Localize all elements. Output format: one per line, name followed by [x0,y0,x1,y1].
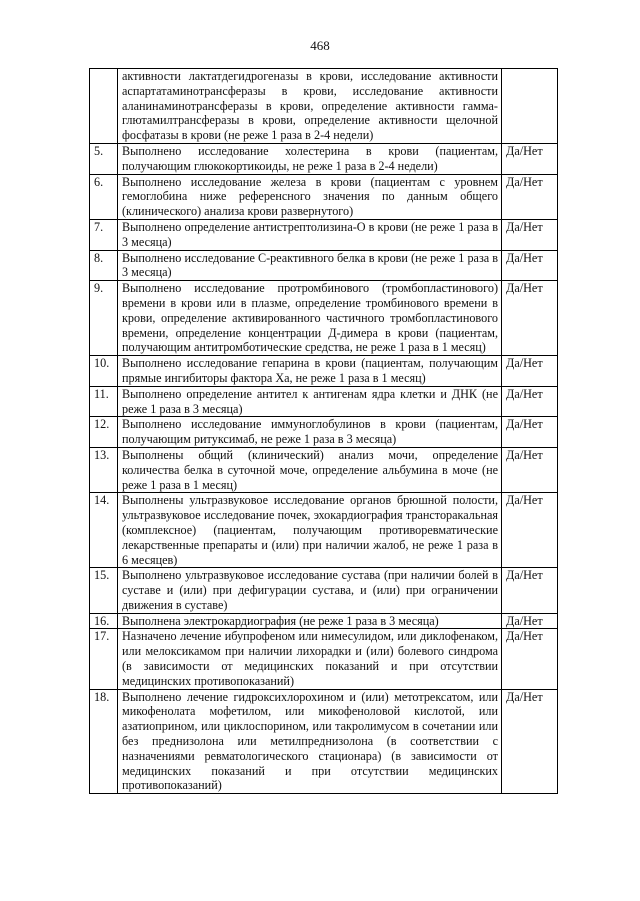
result-cell [502,69,558,144]
criterion-text: Выполнено исследование иммуноглобулинов в крови (пациентам, получающим ритуксимаб, не реже 1 раза в 3 месяца) [118,417,502,448]
row-number: 11. [90,386,118,417]
table-row [90,219,558,250]
row-number [90,69,118,144]
row-number: 15. [90,568,118,613]
table-row [90,568,558,613]
criterion-text: Выполнено исследование С-реактивного белка в крови (не реже 1 раза в 3 месяца) [118,250,502,281]
criterion-text: Назначено лечение ибупрофеном или нимесулидом, или диклофенаком, или мелоксикамом при наличии лихорадки и (или) болевого синдрома (в зависимости от медицинских показаний и при отсутствии медицинских противопоказаний) [118,629,502,689]
criterion-text: Выполнено определение антител к антигенам ядра клетки и ДНК (не реже 1 раза в 3 месяца) [118,386,502,417]
criterion-text: Выполнено определение антистрептолизина-О в крови (не реже 1 раза в 3 месяца) [118,219,502,250]
criteria-table [89,68,558,794]
table-row [90,493,558,568]
criterion-text: Выполнено исследование железа в крови (пациентам с уровнем гемоглобина ниже референсного значения по данным общего (клинического) анализа крови развернутого) [118,174,502,219]
criterion-text: Выполнено исследование холестерина в крови (пациентам, получающим глюкокортикоиды, не реже 1 раза в 2-4 недели) [118,143,502,174]
table-row [90,356,558,387]
table-row [90,386,558,417]
result-cell: Да/Нет [502,143,558,174]
page-number: 468 [310,38,330,53]
criterion-text: Выполнена электрокардиография (не реже 1 раза в 3 месяца) [118,613,502,629]
row-number: 10. [90,356,118,387]
result-cell: Да/Нет [502,250,558,281]
row-number: 6. [90,174,118,219]
criterion-text: Выполнено исследование гепарина в крови (пациентам, получающим прямые ингибиторы фактора Ха, не реже 1 раза в 1 месяц) [118,356,502,387]
table-row [90,417,558,448]
row-number: 9. [90,281,118,356]
result-cell: Да/Нет [502,219,558,250]
criterion-text: Выполнено лечение гидроксихлорохином и (или) метотрексатом, или микофенолата мофетилом, или микофеноловой кислотой, или азатиоприном, или циклоспорином, или такролимусом в сочетании или без преднизолона или метилпреднизолона (в соответствии с назначениями ревматологического стационара) (в зависимости от медицинских показаний и при отсутствии медицинских противопоказаний) [118,689,502,794]
row-number: 14. [90,493,118,568]
table-row [90,143,558,174]
table-row [90,689,558,794]
result-cell: Да/Нет [502,281,558,356]
result-cell: Да/Нет [502,356,558,387]
row-number: 12. [90,417,118,448]
criterion-text: Выполнено ультразвуковое исследование сустава (при наличии болей в суставе и (или) при дефигурации сустава, и (или) при ограничении движения в суставе) [118,568,502,613]
table-row [90,250,558,281]
result-cell: Да/Нет [502,174,558,219]
criterion-text: Выполнены общий (клинический) анализ мочи, определение количества белка в суточной моче, определение альбумина в моче (не реже 1 раза в 1 месяц) [118,447,502,492]
criterion-text: активности лактатдегидрогеназы в крови, исследование активности аспартатаминотрансферазы в крови, исследование активности аланинаминотрансферазы в крови, определение активности гамма- глютамилтрансферазы в крови, определение активности щелочной фосфатазы в крови (не реже 1 раза в 2-4 недели) [118,69,502,144]
result-cell: Да/Нет [502,417,558,448]
result-cell: Да/Нет [502,493,558,568]
table-row [90,447,558,492]
row-number: 16. [90,613,118,629]
criterion-text: Выполнено исследование протромбинового (тромбопластинового) времени в крови или в плазме, определение тромбинового времени в крови, определение активированного частичного тромбопластинового времени, определение концентрации Д-димера в крови (пациентам, получающим антитромботические средства, не реже 1 раза в 1 месяц) [118,281,502,356]
row-number: 17. [90,629,118,689]
table-row [90,629,558,689]
table-row [90,281,558,356]
table-row [90,174,558,219]
result-cell: Да/Нет [502,629,558,689]
criteria-table-body [90,69,558,794]
row-number: 7. [90,219,118,250]
result-cell: Да/Нет [502,447,558,492]
row-number: 18. [90,689,118,794]
result-cell: Да/Нет [502,689,558,794]
result-cell: Да/Нет [502,386,558,417]
result-cell: Да/Нет [502,613,558,629]
criterion-text: Выполнены ультразвуковое исследование органов брюшной полости, ультразвуковое исследование почек, эхокардиография трансторакальная (комплексное) (пациентам, получающим противоревматические лекарственные препараты и (или) при наличии жалоб, не реже 1 раза в 6 месяцев) [118,493,502,568]
table-row [90,69,558,144]
table-row [90,613,558,629]
row-number: 13. [90,447,118,492]
row-number: 5. [90,143,118,174]
result-cell: Да/Нет [502,568,558,613]
row-number: 8. [90,250,118,281]
